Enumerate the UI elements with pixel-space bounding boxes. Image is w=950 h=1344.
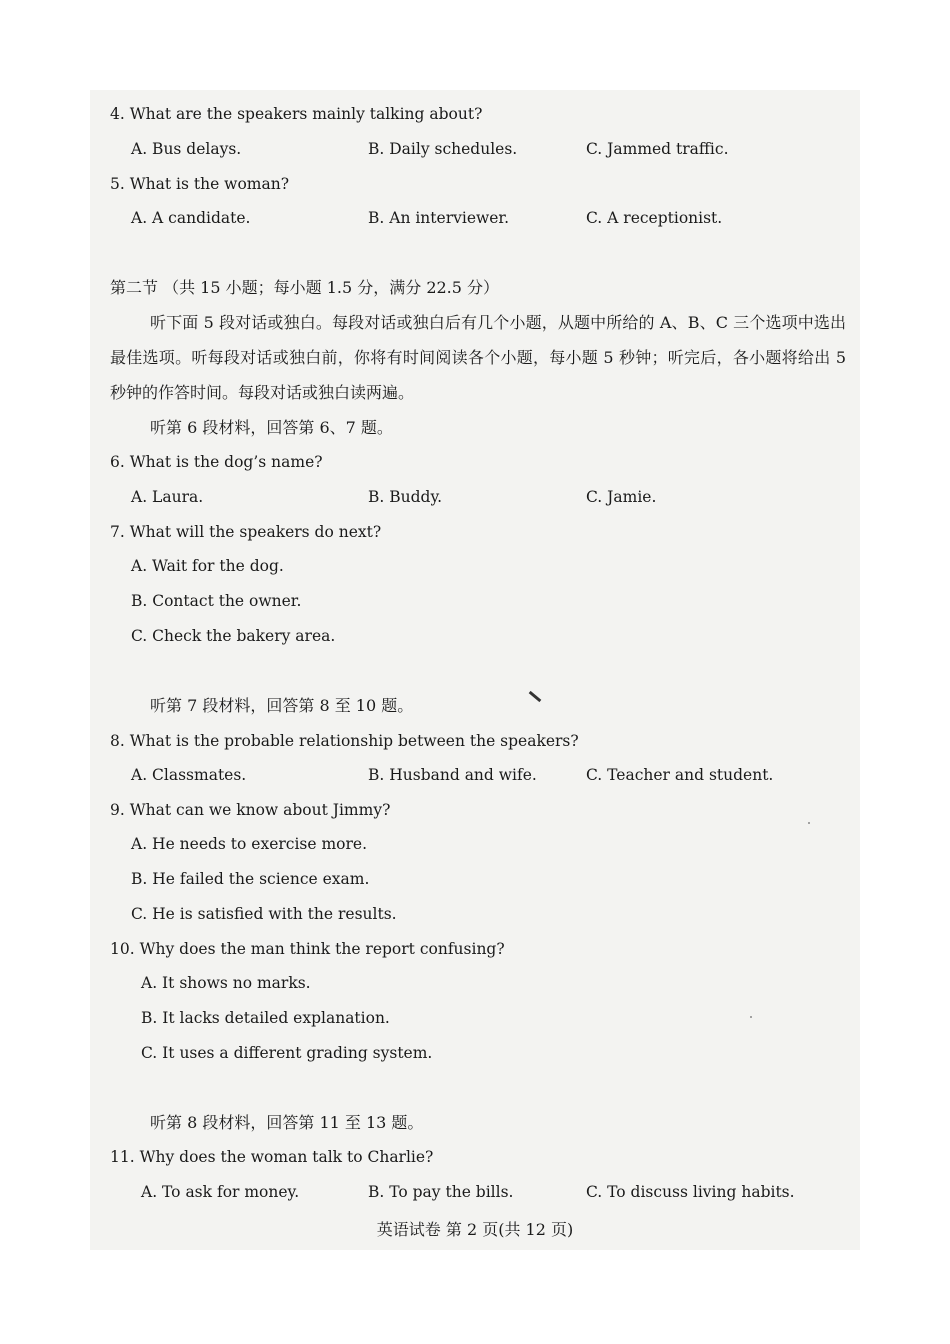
- question-10-option-a: A. It shows no marks.: [141, 974, 311, 992]
- section-2-instructions: 听下面 5 段对话或独白。每段对话或独白后有几个小题，从题中所给的 A、B、C 三个选项中选出最佳选项。听每段对话或独白前，你将有时间阅读各个小题，每小题 5 秒钟；听完后，各小题将给出 5 秒钟的作答时间。每段对话或独白读两遍。: [110, 313, 846, 402]
- question-8-option-b: B. Husband and wife.: [368, 766, 537, 784]
- question-4-option-c: C. Jammed traffic.: [586, 140, 729, 158]
- material-7-heading: 听第 7 段材料，回答第 8 至 10 题。: [150, 696, 414, 715]
- question-8-option-a: A. Classmates.: [131, 766, 247, 784]
- question-9-option-c: C. He is satisfied with the results.: [131, 905, 397, 923]
- question-10-option-c: C. It uses a different grading system.: [141, 1044, 433, 1062]
- page-footer: 英语试卷 第 2 页(共 12 页): [376, 1220, 574, 1239]
- question-6-option-b: B. Buddy.: [368, 488, 443, 506]
- question-6-option-c: C. Jamie.: [586, 488, 657, 506]
- question-9-option-b: B. He failed the science exam.: [131, 870, 370, 888]
- question-5-option-c: C. A receptionist.: [586, 209, 723, 227]
- question-6-option-a: A. Laura.: [131, 488, 204, 506]
- question-4-option-a: A. Bus delays.: [131, 140, 242, 158]
- question-7-option-c: C. Check the bakery area.: [131, 627, 336, 645]
- material-6-heading: 听第 6 段材料，回答第 6、7 题。: [150, 418, 393, 437]
- question-4-stem: 4. What are the speakers mainly talking about?: [110, 105, 483, 123]
- question-8-option-c: C. Teacher and student.: [586, 766, 774, 784]
- section-2-title: 第二节 （共 15 小题；每小题 1.5 分，满分 22.5 分）: [110, 278, 500, 297]
- question-11-stem: 11. Why does the woman talk to Charlie?: [110, 1148, 434, 1166]
- scan-speck: [750, 1016, 752, 1018]
- question-7-option-b: B. Contact the owner.: [131, 592, 302, 610]
- question-5-stem: 5. What is the woman?: [110, 175, 290, 193]
- question-9-stem: 9. What can we know about Jimmy?: [110, 801, 391, 819]
- question-7-option-a: A. Wait for the dog.: [131, 557, 284, 575]
- question-10-option-b: B. It lacks detailed explanation.: [141, 1009, 390, 1027]
- question-4-option-b: B. Daily schedules.: [368, 140, 518, 158]
- question-7-stem: 7. What will the speakers do next?: [110, 523, 382, 541]
- paper-sheet: [90, 90, 860, 1250]
- question-6-stem: 6. What is the dog’s name?: [110, 453, 323, 471]
- material-8-heading: 听第 8 段材料，回答第 11 至 13 题。: [150, 1113, 424, 1132]
- question-10-stem: 10. Why does the man think the report confusing?: [110, 940, 505, 958]
- question-11-option-b: B. To pay the bills.: [368, 1183, 514, 1201]
- question-5-option-b: B. An interviewer.: [368, 209, 510, 227]
- question-5-option-a: A. A candidate.: [131, 209, 251, 227]
- scan-speck: [808, 822, 810, 824]
- question-11-option-c: C. To discuss living habits.: [586, 1183, 795, 1201]
- question-9-option-a: A. He needs to exercise more.: [131, 835, 368, 853]
- question-11-option-a: A. To ask for money.: [141, 1183, 300, 1201]
- question-8-stem: 8. What is the probable relationship between the speakers?: [110, 732, 579, 750]
